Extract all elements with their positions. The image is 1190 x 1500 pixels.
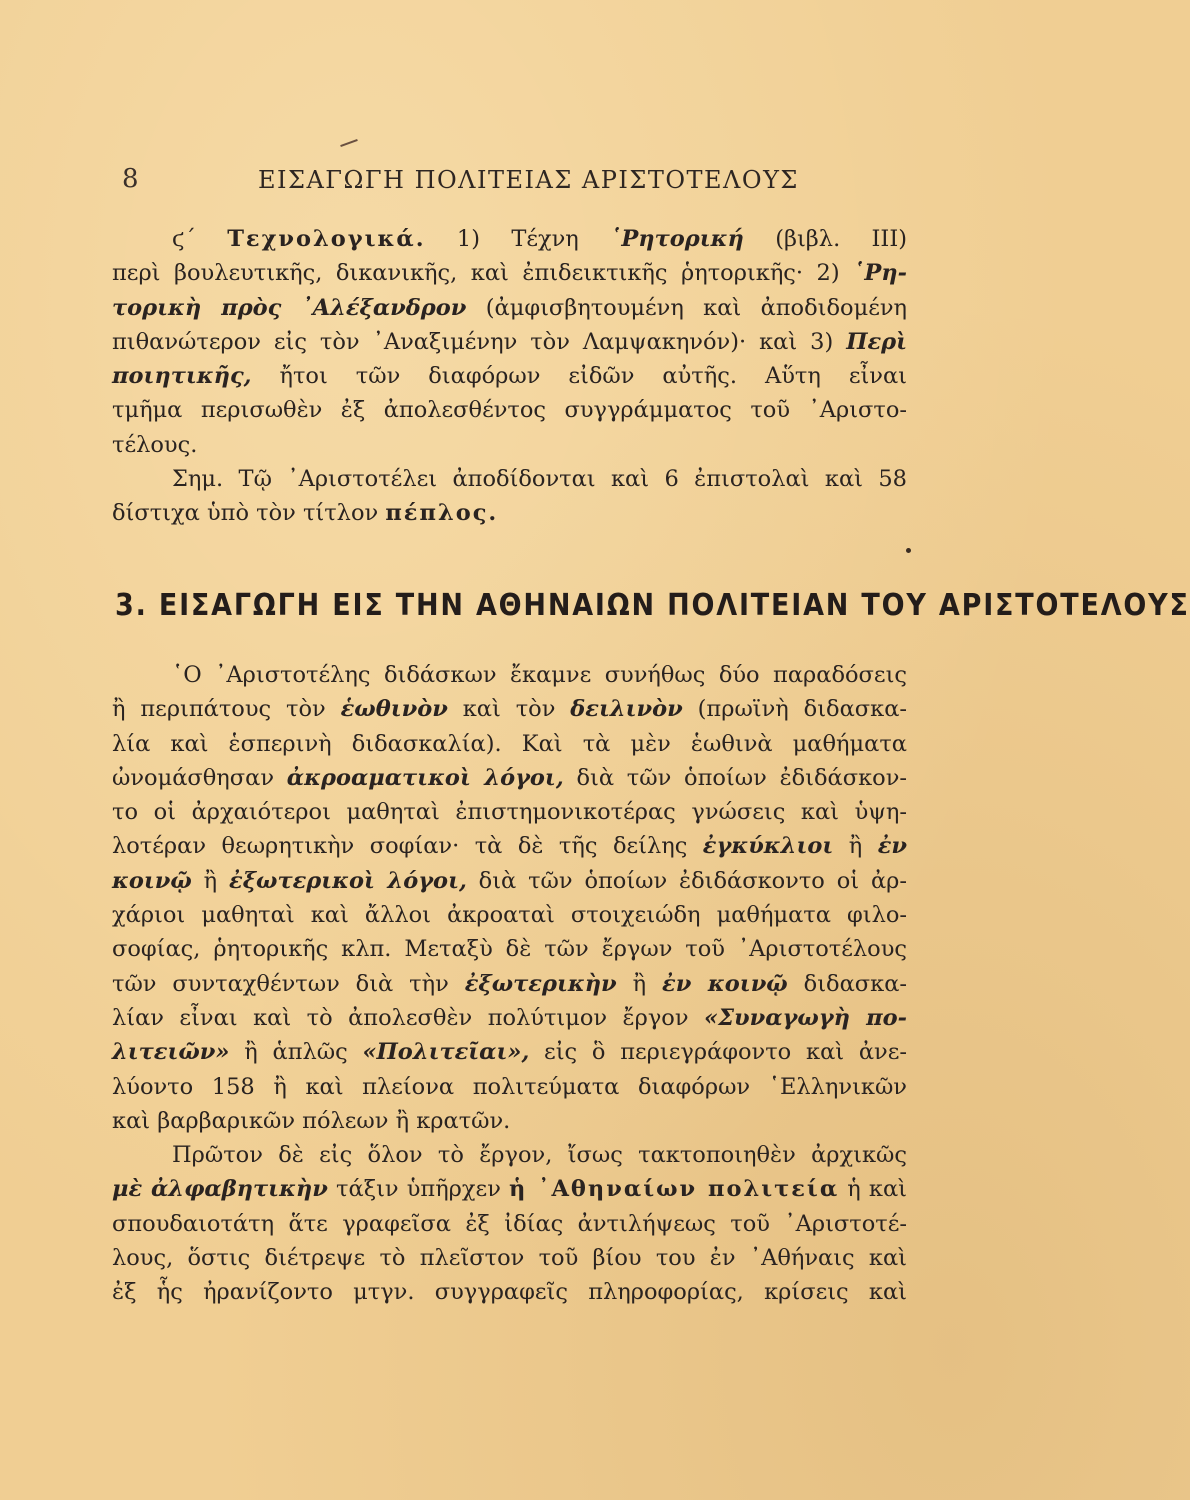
emphasis: ἐξωτερικοὶ λόγοι,	[229, 867, 467, 894]
emphasis: λιτειῶν»	[112, 1039, 230, 1066]
work-title: ποιητικῆς,	[112, 363, 252, 390]
section-heading: 3. ΕΙΣΑΓΩΓΗ ΕΙΣ ΤΗΝ ΑΘΗΝΑΙΩΝ ΠΟΛΙΤΕΙΑΝ ΤΟΥ ΑΡΙΣΤΟΤΕΛΟΥΣ	[115, 588, 1190, 623]
paragraph-line: μὲ ἀλφαβητικὴν τάξιν ὑπῆρχεν ἡ ᾿Αθηναίων πολιτεία ἡ καὶ	[112, 1176, 907, 1203]
emphasis: ἐν	[877, 833, 907, 860]
emphasis: «Πολιτεῖαι»,	[362, 1039, 530, 1066]
main-body	[112, 658, 907, 1310]
emphasis: ἑωθινὸν	[340, 696, 448, 723]
paragraph-line: το οἱ ἀρχαιότεροι μαθηταὶ ἐπιστημονικοτέρας γνώσεις καὶ ὑψη-	[112, 799, 907, 826]
emphasis: ἐν κοινῷ	[662, 970, 788, 997]
note-line: δίστιχα ὑπὸ τὸν τίτλον πέπλος.	[112, 500, 499, 527]
paragraph-line: τμῆμα περισωθὲν ἐξ ἀπολεσθέντος συγγράμματος τοῦ ᾿Αριστο-	[112, 397, 907, 424]
paragraph-line: κοινῷ ἢ ἐξωτερικοὶ λόγοι, διὰ τῶν ὁποίων ἐδιδάσκοντο οἱ ἀρ-	[112, 867, 907, 894]
paragraph-line: λίαν εἶναι καὶ τὸ ἀπολεσθὲν πολύτιμον ἔργον «Συναγωγὴ πο-	[112, 1004, 907, 1031]
emphasis: ἐγκύκλιοι	[702, 833, 834, 860]
work-title: τορικὴ πρὸς ᾿Αλέξανδρον	[112, 294, 467, 321]
paragraph-line: ἐξ ἧς ἠρανίζοντο μτγν. συγγραφεῖς πληροφορίας, κρίσεις καὶ	[112, 1279, 907, 1306]
emphasis: ἐξωτερικὴν	[464, 970, 617, 997]
work-title: Περὶ	[846, 328, 907, 355]
paragraph-line: χάριοι μαθηταὶ καὶ ἄλλοι ἀκροαταὶ στοιχειώδη μαθήματα φιλο-	[112, 902, 907, 929]
emphasis: κοινῷ	[112, 867, 192, 894]
paragraph-line: πιθανώτερον εἰς τὸν ᾿Αναξιμένην τὸν Λαμψακηνόν)· καὶ 3) Περὶ	[112, 328, 907, 355]
spaced-term: Τεχνολογικά.	[227, 226, 426, 252]
running-title: ΕΙΣΑΓΩΓΗ ΠΟΛΙΤΕΙΑΣ ΑΡΙΣΤΟΤΕΛΟΥΣ	[258, 166, 799, 194]
paragraph-line: ῾Ο ᾿Αριστοτέλης διδάσκων ἔκαμνε συνήθως δύο παραδόσεις	[172, 662, 907, 688]
emphasis: ἀκροαματικοὶ λόγοι,	[286, 764, 564, 791]
emphasis: μὲ ἀλφαβητικὴν	[112, 1176, 328, 1203]
paragraph-line: ϛ΄ Τεχνολογικά. 1) Τέχνη ῾Ρητορική (βιβλ. ΙΙΙ)	[172, 226, 907, 252]
paragraph-line: τῶν συνταχθέντων διὰ τὴν ἐξωτερικὴν ἢ ἐν κοινῷ διδασκα-	[112, 970, 907, 997]
work-title: ῾Ρη-	[853, 260, 907, 287]
paragraph-line: Πρῶτον δὲ εἰς ὅλον τὸ ἔργον, ἴσως τακτοποιηθὲν ἀρχικῶς	[172, 1142, 907, 1169]
section-f-technologika	[112, 222, 907, 531]
page-header	[0, 160, 1000, 200]
paragraph-line: καὶ βαρβαρικῶν πόλεων ἢ κρατῶν.	[112, 1107, 511, 1134]
paragraph-line: λία καὶ ἑσπερινὴ διδασκαλία). Καὶ τὰ μὲν ἑωθινὰ μαθήματα	[112, 730, 907, 757]
paragraph-line: λιτειῶν» ἢ ἁπλῶς «Πολιτεῖαι», εἰς ὃ περιεγράφοντο καὶ ἀνε-	[112, 1039, 907, 1066]
paragraph-line: λύοντο 158 ἢ καὶ πλείονα πολιτεύματα διαφόρων ῾Ελληνικῶν	[112, 1073, 907, 1100]
ink-speck	[906, 548, 911, 553]
spaced-term: ἡ ᾿Αθηναίων πολιτεία	[509, 1176, 840, 1203]
work-title: ῾Ρητορική	[610, 226, 744, 252]
spaced-term: πέπλος.	[385, 500, 499, 527]
emphasis: δειλινὸν	[570, 696, 683, 723]
paragraph-line: σοφίας, ῥητορικῆς κλπ. Μεταξὺ δὲ τῶν ἔργων τοῦ ᾿Αριστοτέλους	[112, 936, 907, 963]
paragraph-line: τέλους.	[112, 431, 198, 458]
paragraph-line: ὠνομάσθησαν ἀκροαματικοὶ λόγοι, διὰ τῶν ὁποίων ἐδιδάσκον-	[112, 764, 907, 791]
paragraph-line: ποιητικῆς, ἤτοι τῶν διαφόρων εἰδῶν αὐτῆς. Αὕτη εἶναι	[112, 363, 907, 390]
page-number: 8	[122, 164, 139, 194]
ink-mark	[340, 139, 358, 147]
paragraph-line: περὶ βουλευτικῆς, δικανικῆς, καὶ ἐπιδεικτικῆς ῥητορικῆς· 2) ῾Ρη-	[112, 260, 907, 287]
paragraph-line: λοτέραν θεωρητικὴν σοφίαν· τὰ δὲ τῆς δείλης ἐγκύκλιοι ἢ ἐν	[112, 833, 907, 860]
paragraph-line: τορικὴ πρὸς ᾿Αλέξανδρον (ἀμφισβητουμένη καὶ ἀποδιδομένη	[112, 294, 908, 321]
note-line: Σημ. Τῷ ᾿Αριστοτέλει ἀποδίδονται καὶ 6 ἐπιστολαὶ καὶ 58	[172, 466, 907, 493]
emphasis: «Συναγωγὴ πο-	[704, 1004, 907, 1031]
paragraph-line: σπουδαιοτάτη ἅτε γραφεῖσα ἐξ ἰδίας ἀντιλήψεως τοῦ ᾿Αριστοτέ-	[112, 1210, 907, 1237]
paragraph-line: λους, ὅστις διέτρεψε τὸ πλεῖστον τοῦ βίου του ἐν ᾿Αθήναις καὶ	[112, 1245, 907, 1272]
paragraph-line: ἢ περιπάτους τὸν ἑωθινὸν καὶ τὸν δειλινὸν (πρωϊνὴ διδασκα-	[112, 696, 907, 723]
